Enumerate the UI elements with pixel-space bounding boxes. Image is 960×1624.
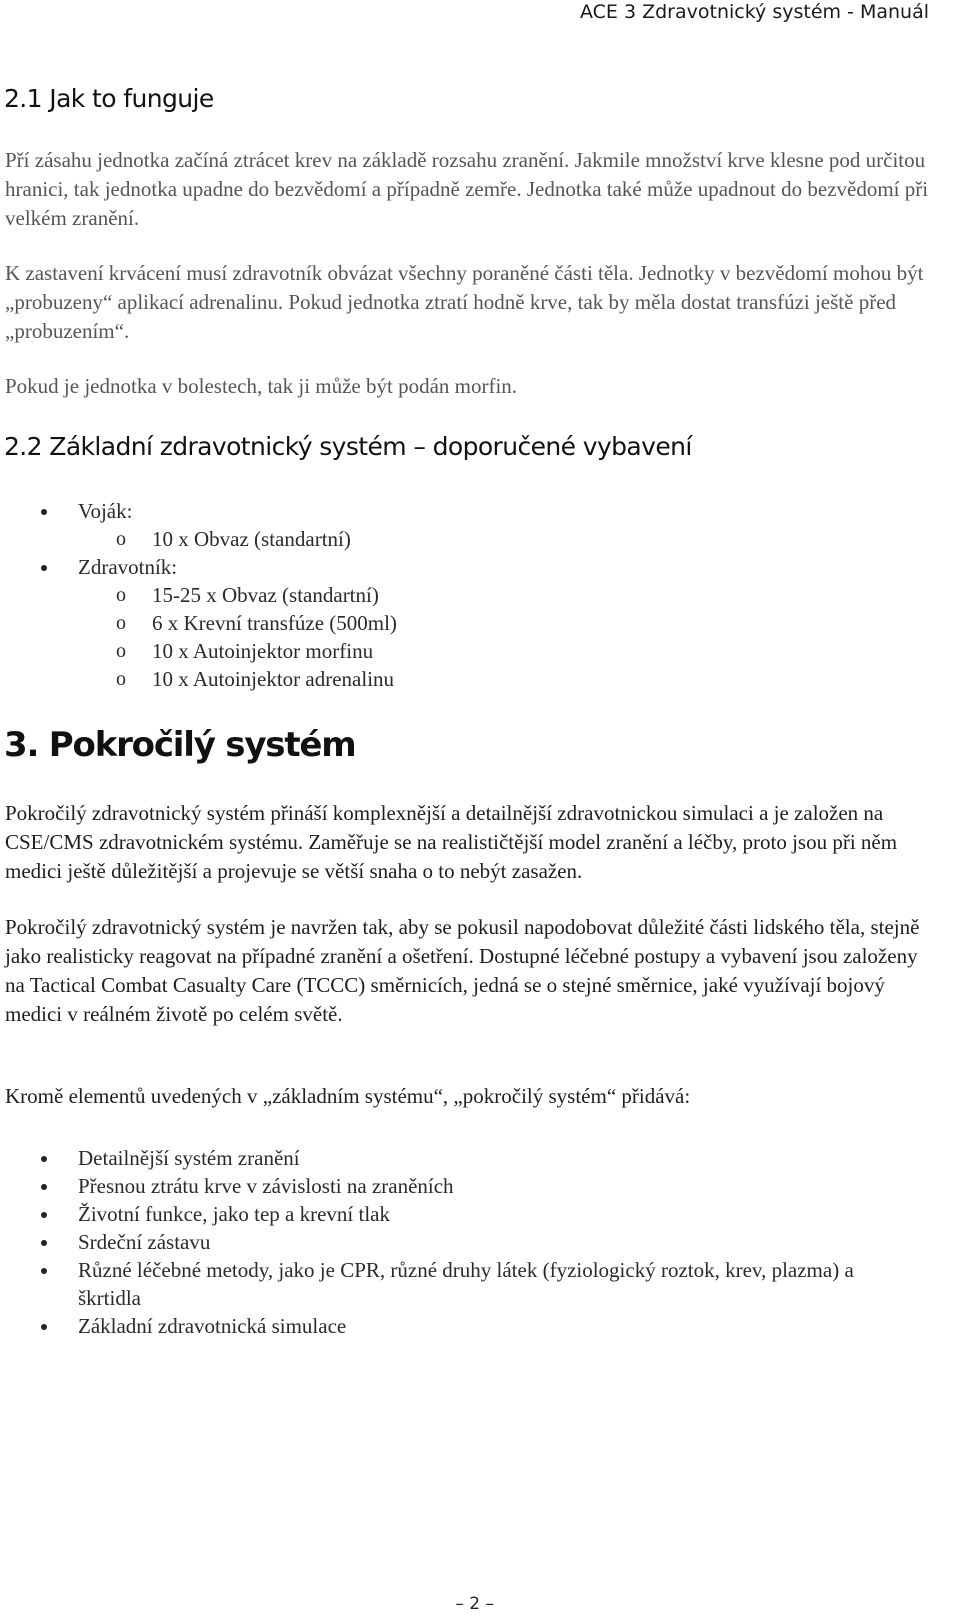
section-2-2-heading: 2.2 Základní zdravotnický systém – doporučené vybavení (4, 432, 692, 461)
feature-item: Různé léčebné metody, jako je CPR, různé druhy látek (fyziologický roztok, krev, plazma) a škrtidla (0, 1256, 920, 1312)
equipment-sublist (78, 581, 920, 693)
advanced-features-list (0, 1144, 920, 1340)
feature-item: Přesnou ztrátu krve v závislosti na zraněních (0, 1172, 920, 1200)
equipment-group-label: Zdravotník: (78, 555, 178, 579)
section-2-1-paragraph-2: K zastavení krvácení musí zdravotník obvázat všechny poraněné části těla. Jednotky v bezvědomí mohou být „probuzeny“ aplikací adrenalinu. Pokud jednotka ztratí hodně krve, tak by měla dostat transfúzi ještě před „probuzením“. (5, 261, 924, 343)
equipment-group-soldier (0, 497, 920, 553)
section-3-paragraph-3: Kromě elementů uvedených v „základním systému“, „pokročilý systém“ přidává: (5, 1084, 691, 1108)
feature-item: Základní zdravotnická simulace (0, 1312, 920, 1340)
section-2-1-paragraph-3: Pokud je jednotka v bolestech, tak ji může být podán morfin. (5, 374, 518, 398)
equipment-list (0, 497, 920, 693)
feature-item: Životní funkce, jako tep a krevní tlak (0, 1200, 920, 1228)
section-3-paragraph-1: Pokročilý zdravotnický systém přináší komplexnější a detailnější zdravotnickou simulaci a je založen na CSE/CMS zdravotnickém systému. Zaměřuje se na realističtější model zranění a léčby, proto jsou při něm medici ještě důležitější a projevuje se větší snaha o to nebýt zasažen. (5, 801, 898, 883)
page-number: – 2 – (455, 1594, 494, 1614)
feature-item: Srdeční zástavu (0, 1228, 920, 1256)
equipment-item: o 6 x Krevní transfúze (500ml) (78, 609, 920, 637)
equipment-item: o 10 x Autoinjektor adrenalinu (78, 665, 920, 693)
section-3-heading: 3. Pokročilý systém (4, 725, 356, 765)
equipment-group-label: Voják: (78, 499, 133, 523)
equipment-item: o 15-25 x Obvaz (standartní) (78, 581, 920, 609)
running-header: ACE 3 Zdravotnický systém - Manuál (580, 1, 929, 23)
equipment-sublist (78, 525, 920, 553)
section-2-1-paragraph-1: Pří zásahu jednotka začíná ztrácet krev na základě rozsahu zranění. Jakmile množství krve klesne pod určitou hranici, tak jednotka upadne do bezvědomí a případně zemře. Jednotka také může upadnout do bezvědomí při velkém zranění. (5, 148, 929, 230)
equipment-group-medic (0, 553, 920, 693)
feature-item: Detailnější systém zranění (0, 1144, 920, 1172)
section-2-1-heading: 2.1 Jak to funguje (4, 84, 214, 113)
equipment-item: o 10 x Autoinjektor morfinu (78, 637, 920, 665)
equipment-item: o 10 x Obvaz (standartní) (78, 525, 920, 553)
section-3-paragraph-2: Pokročilý zdravotnický systém je navržen tak, aby se pokusil napodobovat důležité části lidského těla, stejně jako realisticky reagovat na případné zranění a ošetření. Dostupné léčebné postupy a vybavení jsou založeny na Tactical Combat Casualty Care (TCCC) směrnicích, jedná se o stejné směrnice, jaké využívají bojový medici v reálném životě po celém světě. (5, 915, 920, 1026)
